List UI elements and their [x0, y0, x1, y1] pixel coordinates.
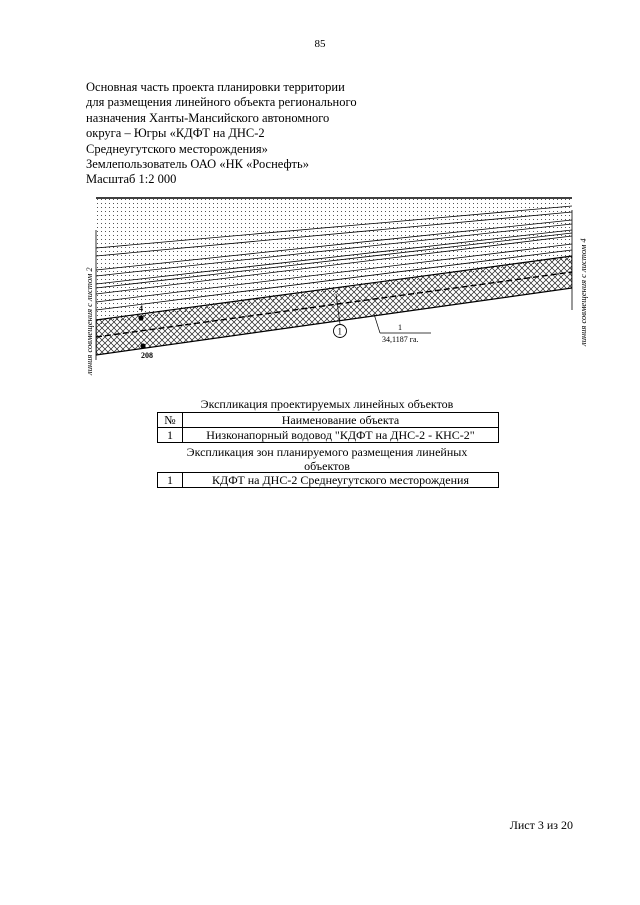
- header-line: Масштаб 1:2 000: [86, 172, 177, 187]
- zones-title-line: объектов: [304, 459, 350, 473]
- objects-explication-title: Экспликация проектируемых линейных объектов: [200, 397, 454, 411]
- header-num-cell: №: [158, 413, 183, 428]
- point-4-label: 4: [139, 304, 143, 313]
- right-alignment-label: линия совмещения с листом 4: [578, 238, 588, 346]
- row-name-cell: КДФТ на ДНС-2 Среднеугутского месторождения: [183, 473, 499, 488]
- objects-explication-table: [157, 412, 499, 443]
- table-row: [158, 473, 499, 488]
- page-number: 85: [314, 38, 326, 50]
- row-name-cell: Низконапорный водовод "КДФТ на ДНС-2 - КНС-2": [183, 428, 499, 443]
- row-num-cell: 1: [158, 428, 183, 443]
- header-line: назначения Ханты-Мансийского автономного: [86, 110, 330, 125]
- zone-callout-number: 1: [398, 323, 402, 332]
- left-alignment-label: линия совмещения с листом 2: [84, 267, 94, 375]
- boundary-point-4: [138, 315, 143, 320]
- zones-explication-title: [157, 445, 497, 473]
- header-line: Среднеугутского месторождения»: [86, 141, 268, 156]
- table-row: [158, 428, 499, 443]
- header-line: для размещения линейного объекта регионального: [86, 95, 357, 110]
- header-line: Землепользователь ОАО «НК «Роснефть»: [86, 157, 309, 172]
- header-line: округа – Югры «КДФТ на ДНС-2: [86, 126, 265, 141]
- sheet-counter: Лист 3 из 20: [509, 818, 573, 832]
- row-num-cell: 1: [158, 473, 183, 488]
- point-208-label: 208: [141, 351, 153, 360]
- object-marker-number: 1: [337, 326, 342, 337]
- zone-callout-area: 34,1187 га.: [382, 335, 419, 344]
- header-name-cell: Наименование объекта: [183, 413, 499, 428]
- boundary-point-208: [140, 343, 145, 348]
- planning-map: [0, 190, 640, 390]
- zones-explication-table: [157, 472, 499, 488]
- zones-title-line: Экспликация зон планируемого размещения линейных: [186, 445, 468, 459]
- document-header: [86, 80, 357, 188]
- zone-callout-leader: [374, 314, 380, 333]
- header-line: Основная часть проекта планировки территории: [86, 80, 345, 94]
- table-header-row: [158, 413, 499, 428]
